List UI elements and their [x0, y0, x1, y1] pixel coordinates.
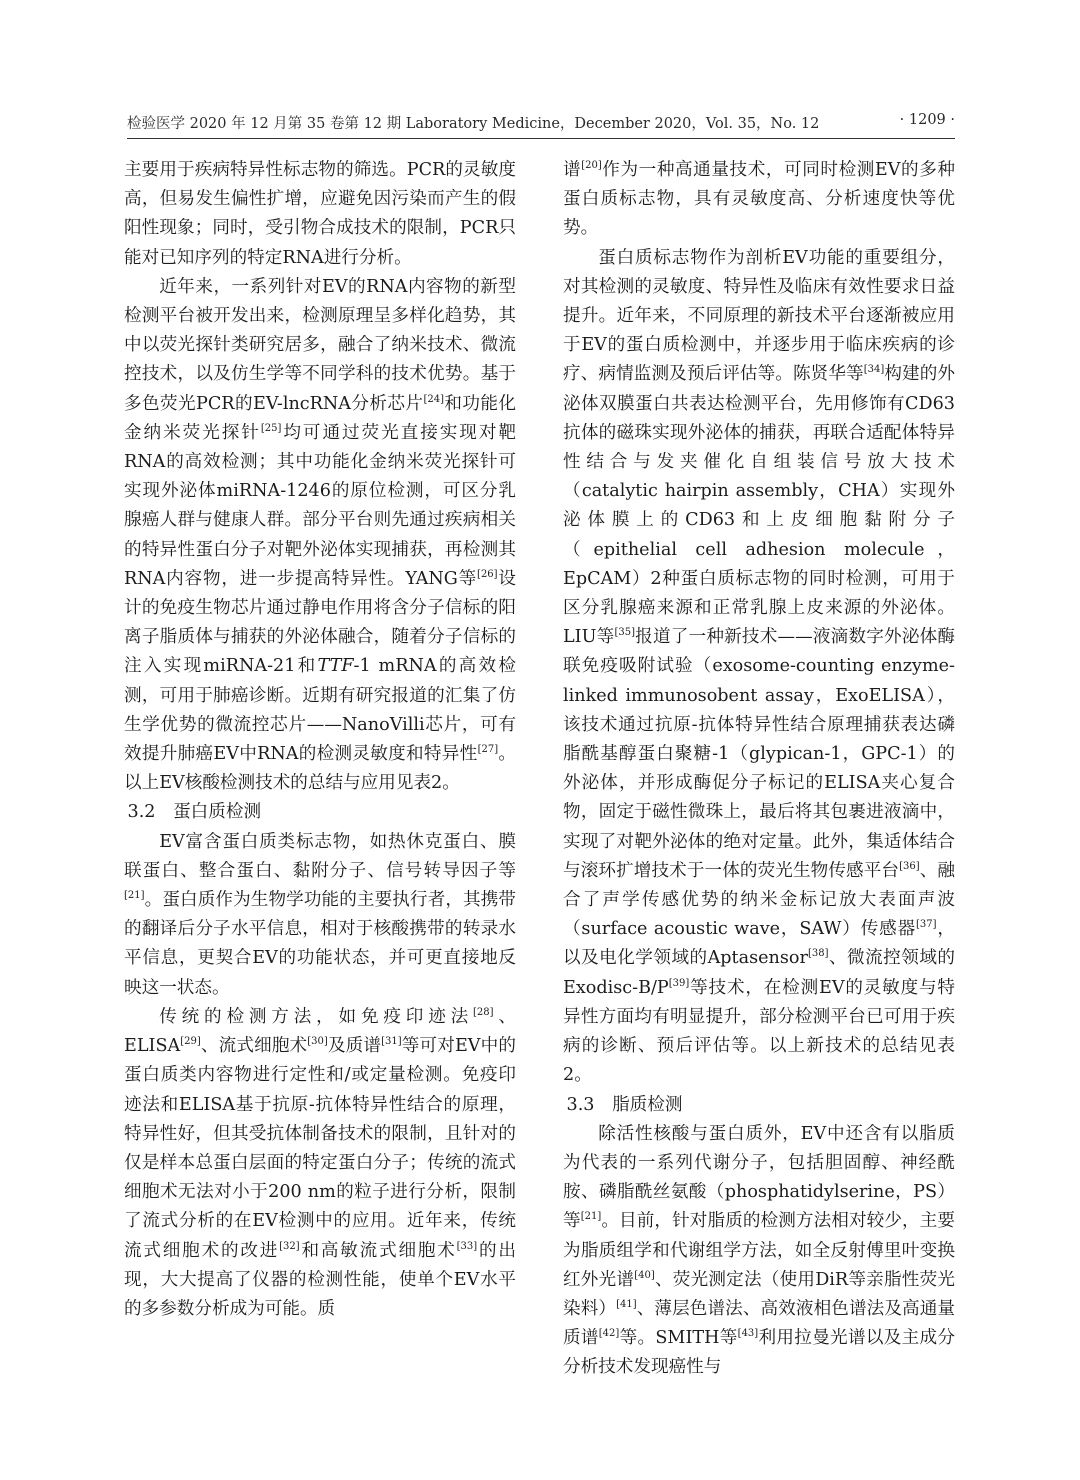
citation: [30]	[307, 1036, 328, 1048]
citation: [38]	[807, 948, 829, 960]
citation: [42]	[598, 1328, 620, 1340]
citation: [21]	[124, 890, 145, 902]
paragraph: EV富含蛋白质类标志物，如热休克蛋白、膜联蛋白、整合蛋白、黏附分子、信号转导因子等[21]。蛋白质作为生物学功能的主要执行者，其携带的翻译后分子水平信息，相对于核酸携带的转录水平信息，更契合EV的功能状态，并可更直接地反映这一状态。	[124, 831, 516, 998]
citation: [29]	[180, 1036, 201, 1048]
journal-info: 检验医学 2020 年 12 月第 35 卷第 12 期 Laboratory Medicine，December 2020，Vol. 35，No. 12	[127, 116, 820, 132]
paragraph: 传统的检测方法，如免疫印迹法[28]、ELISA[29]、流式细胞术[30]及质谱[31]等可对EV中的蛋白质类内容物进行定性和/或定量检测。免疫印迹法和ELISA基于抗原-抗体特异性结合的原理，特异性好，但其受抗体制备技术的限制，且针对的仅是样本总蛋白层面的特定蛋白分子；传统的流式细胞术无法对小于200 nm的粒子进行分析，限制了流式分析的在EV检测中的应用。近年来，传统流式细胞术的改进[32]和高敏流式细胞术[33]的出现，大大提高了仪器的检测性能，使单个EV水平的多参数分析成为可能。质	[124, 1006, 516, 1319]
right-column	[563, 156, 955, 1383]
paragraph: 除活性核酸与蛋白质外，EV中还含有以脂质为代表的一系列代谢分子，包括胆固醇、神经酰胺、磷脂酰丝氨酸（phosphatidylserine，PS）等[21]。目前，针对脂质的检测方法相对较少，主要为脂质组学和代谢组学方法，如全反射傅里叶变换红外光谱[40]、荧光测定法（使用DiR等亲脂性荧光染料）[41]、薄层色谱法、高效液相色谱法及高通量质谱[42]等。SMITH等[43]利用拉曼光谱以及主成分分析技术发现癌性与	[563, 1123, 955, 1378]
citation: [21]	[580, 1211, 602, 1223]
left-column	[124, 156, 516, 1324]
citation: [37]	[916, 919, 937, 931]
citation: [35]	[614, 627, 635, 639]
citation: [34]	[863, 364, 885, 376]
citation: [41]	[616, 1298, 637, 1310]
citation: [26]	[477, 568, 498, 580]
citation: [43]	[737, 1328, 759, 1340]
paragraph: 近年来，一系列针对EV的RNA内容物的新型检测平台被开发出来，检测原理呈多样化趋势，其中以荧光探针类研究居多，融合了纳米技术、微流控技术，以及仿生学等不同学科的技术优势。基于多色荧光PCR的EV-lncRNA分析芯片[24]和功能化金纳米荧光探针[25]均可通过荧光直接实现对靶RNA的高效检测；其中功能化金纳米荧光探针可实现外泌体miRNA-1246的原位检测，可区分乳腺癌人群与健康人群。部分平台则先通过疾病相关的特异性蛋白分子对靶外泌体实现捕获，再检测其RNA内容物，进一步提高特异性。YANG等[26]设计的免疫生物芯片通过静电作用将含分子信标的阳离子脂质体与捕获的外泌体融合，随着分子信标的注入实现miRNA-21和TTF-1 mRNA的高效检测，可用于肺癌诊断。近期有研究报道的汇集了仿生学优势的微流控芯片——NanoVilli芯片，可有效提升肺癌EV中RNA的检测灵敏度和特异性[27]。以上EV核酸检测技术的总结与应用见表2。	[124, 276, 516, 794]
citation: [40]	[634, 1269, 655, 1281]
paragraph: 谱[20]作为一种高通量技术，可同时检测EV的多种蛋白质标志物，具有灵敏度高、分析速度快等优势。	[563, 160, 955, 239]
citation: [36]	[899, 860, 920, 872]
running-header	[127, 112, 955, 133]
citation: [33]	[456, 1240, 478, 1252]
citation: [32]	[279, 1240, 300, 1252]
paragraph: 蛋白质标志物作为剖析EV功能的重要组分，对其检测的灵敏度、特异性及临床有效性要求日益提升。近年来，不同原理的新技术平台逐渐被应用于EV的蛋白质检测中，并逐步用于临床疾病的诊疗、病情监测及预后评估等。陈贤华等[34]构建的外泌体双膜蛋白共表达检测平台，先用修饰有CD63抗体的磁珠实现外泌体的捕获，再联合适配体特异性结合与发夹催化自组装信号放大技术（catalytic hairpin assembly，CHA）实现外泌体膜上的CD63和上皮细胞黏附分子（epithelial cell adhesion molecule，EpCAM）2种蛋白质标志物的同时检测，可用于区分乳腺癌来源和正常乳腺上皮来源的外泌体。LIU等[35]报道了一种新技术——液滴数字外泌体酶联免疫吸附试验（exosome-counting enzyme-linked immunosobent assay，ExoELISA），该技术通过抗原-抗体特异性结合原理捕获表达磷脂酰基醇蛋白聚糖-1（glypican-1，GPC-1）的外泌体，并形成酶促分子标记的ELISA夹心复合物，固定于磁性微珠上，最后将其包裹进液滴中，实现了对靶外泌体的绝对定量。此外，集适体结合与滚环扩增技术于一体的荧光生物传感平台[36]、融合了声学传感优势的纳米金标记放大表面声波（surface acoustic wave，SAW）传感器[37]，以及电化学领域的Aptasensor[38]、微流控领域的Exodisc-B/P[39]等技术，在检测EV的灵敏度与特异性方面均有明显提升，部分检测平台已可用于疾病的诊断、预后评估等。以上新技术的总结见表2。	[563, 247, 955, 1086]
citation: [25]	[260, 422, 282, 434]
header-rule	[127, 138, 955, 139]
citation: [31]	[381, 1036, 402, 1048]
citation: [28]	[473, 1006, 494, 1018]
gene-name: TTF	[317, 656, 354, 677]
citation: [20]	[581, 160, 602, 171]
section-heading: 3.2 蛋白质检测	[127, 802, 262, 823]
citation: [27]	[477, 744, 499, 756]
citation: [24]	[423, 393, 444, 405]
page-number: · 1209 ·	[899, 112, 955, 128]
citation: [39]	[668, 977, 690, 989]
paragraph: 主要用于疾病特异性标志物的筛选。PCR的灵敏度高，但易发生偏性扩增，应避免因污染而产生的假阳性现象；同时，受引物合成技术的限制，PCR只能对已知序列的特定RNA进行分析。	[124, 160, 516, 268]
section-heading: 3.3 脂质检测	[566, 1094, 683, 1115]
